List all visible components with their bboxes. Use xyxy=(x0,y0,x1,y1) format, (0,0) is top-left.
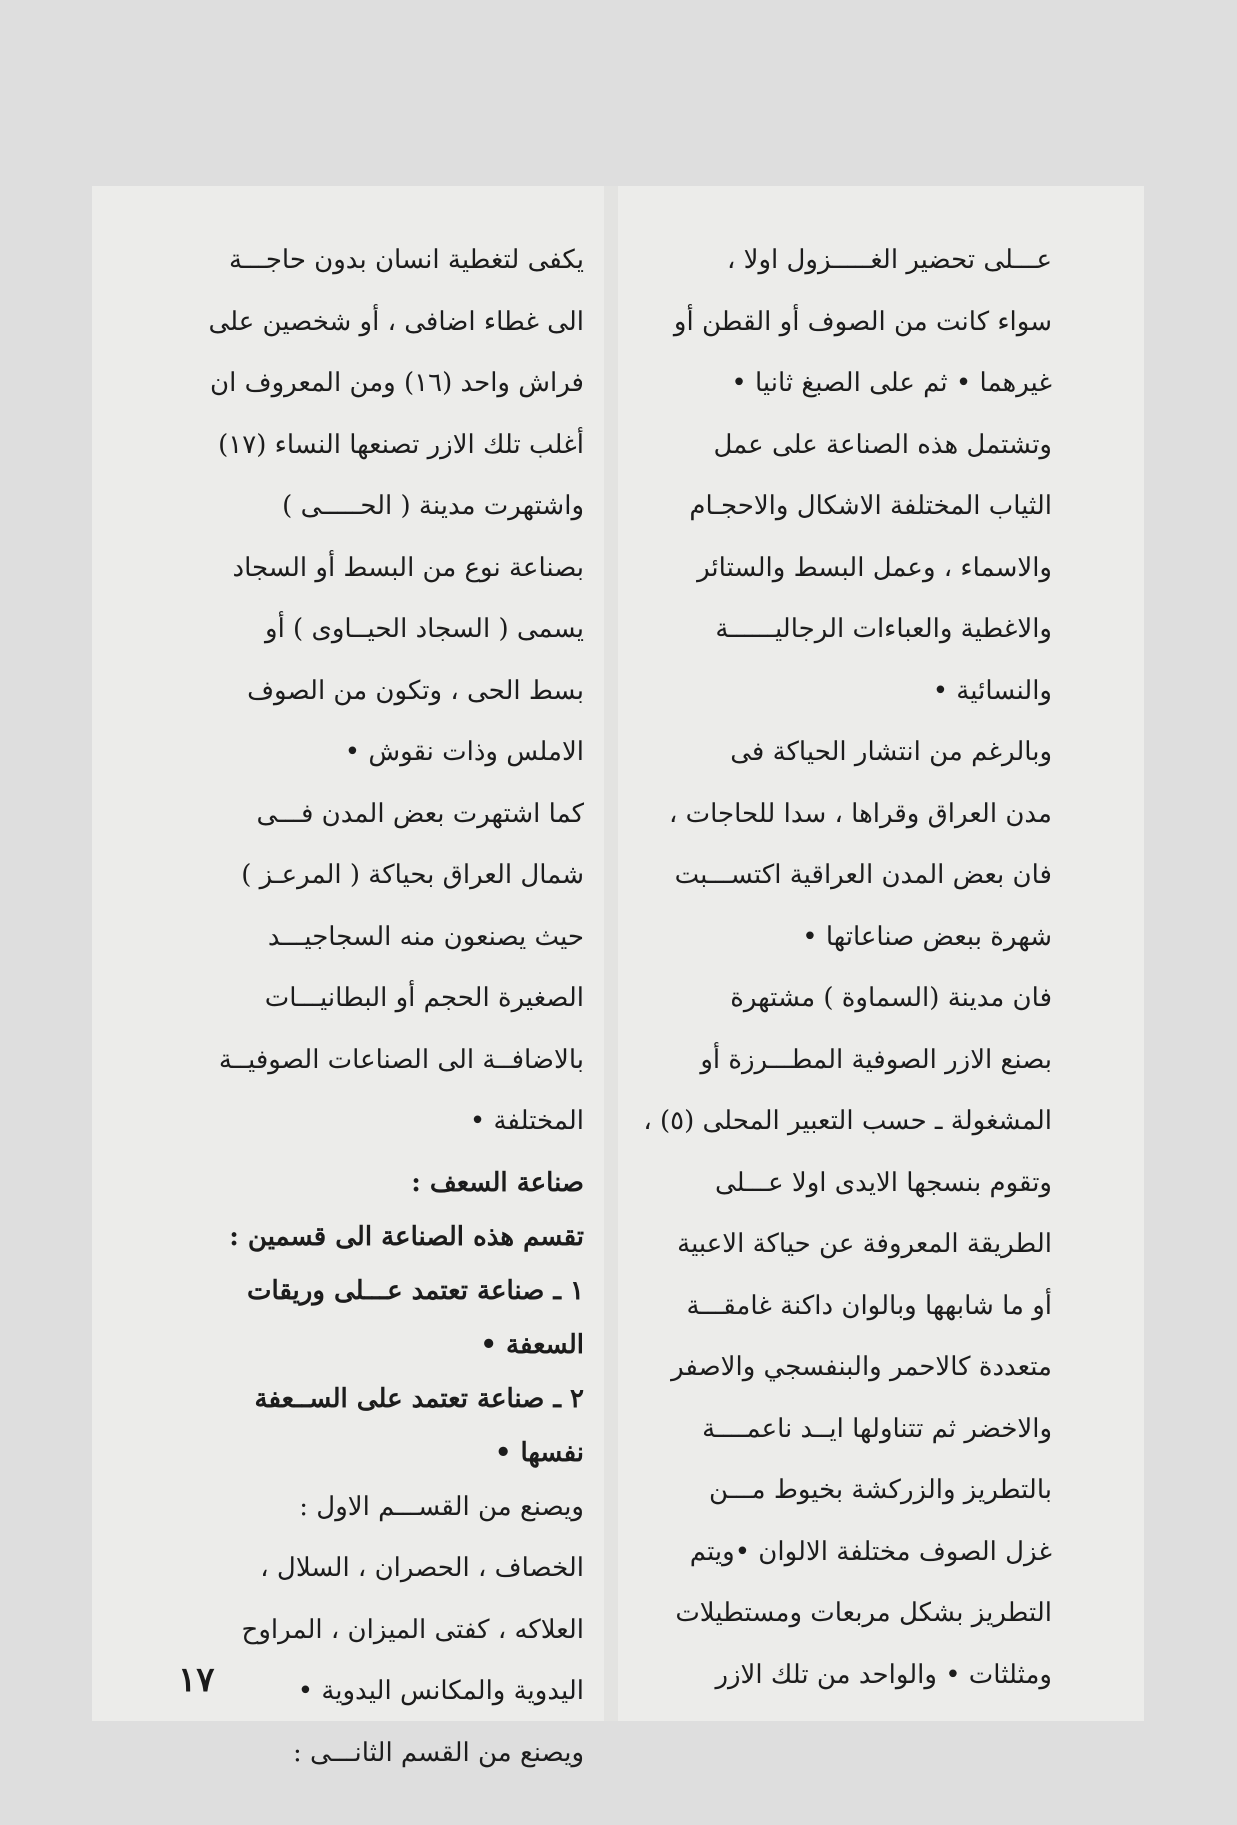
text-line: فان بعض المدن العراقية اكتســـبت xyxy=(674,860,1052,890)
text-line: الاملس وذات نقوش • xyxy=(344,737,584,767)
text-line: سواء كانت من الصوف أو القطن أو xyxy=(673,306,1052,337)
text-line: متعددة كالاحمر والبنفسجي والاصفر xyxy=(671,1352,1052,1382)
page-number: ١٧ xyxy=(178,1660,215,1700)
text-line: واشتهرت مدينة ( الحـــــى ) xyxy=(282,491,584,521)
bold-text-line: ١ ـ صناعة تعتمد عـــلى وريقات xyxy=(247,1275,584,1306)
text-line: عـــلى تحضير الغـــــزول اولا ، xyxy=(726,245,1052,275)
text-line: كما اشتهرت بعض المدن فـــى xyxy=(256,798,584,829)
text-line: بسط الحى ، وتكون من الصوف xyxy=(247,675,584,706)
text-line: شهرة ببعض صناعاتها • xyxy=(802,921,1052,952)
text-line: الخصاف ، الحصران ، السلال ، xyxy=(260,1553,584,1583)
text-line: الثياب المختلفة الاشكال والاحجـام xyxy=(689,491,1052,521)
text-line: المشغولة ـ حسب التعبير المحلى (٥) ، xyxy=(643,1106,1052,1136)
bold-text-line: تقسم هذه الصناعة الى قسمين : xyxy=(229,1221,584,1252)
text-line: مدن العراق وقراها ، سدا للحاجات ، xyxy=(668,798,1052,829)
bold-text-line: ٢ ـ صناعة تعتمد على الســعفة xyxy=(254,1383,584,1414)
text-line: ويصنع من القســـم الاول : xyxy=(299,1491,584,1522)
text-line: والنسائية • xyxy=(932,675,1052,706)
left-text-column xyxy=(174,240,584,1794)
text-line: وتشتمل هذه الصناعة على عمل xyxy=(713,429,1052,460)
text-line: والاسماء ، وعمل البسط والستائر xyxy=(697,552,1052,583)
text-line: أو ما شابهها وبالوان داكنة غامقـــة xyxy=(686,1290,1052,1321)
text-line: بالتطريز والزركشة بخيوط مـــن xyxy=(708,1475,1052,1505)
text-line: بصناعة نوع من البسط أو السجاد xyxy=(232,552,584,583)
text-line: يكفى لتغطية انسان بدون حاجـــة xyxy=(229,245,584,275)
text-line: اليدوية والمكانس اليدوية • xyxy=(297,1676,584,1706)
text-line: شمال العراق بحياكة ( المرعـز ) xyxy=(241,860,584,890)
text-line: الى غطاء اضافى ، أو شخصين على xyxy=(208,306,584,337)
text-line: ومثلثات • والواحد من تلك الازر xyxy=(715,1659,1052,1690)
text-line: فراش واحد (١٦) ومن المعروف ان xyxy=(210,368,584,398)
text-line: أغلب تلك الازر تصنعها النساء (١٧) xyxy=(218,429,584,460)
text-line: وبالرغم من انتشار الحياكة فى xyxy=(730,737,1052,767)
bold-text-line: السعفة • xyxy=(480,1329,584,1360)
text-line: وتقوم بنسجها الايدى اولا عـــلى xyxy=(714,1167,1052,1198)
text-line: الصغيرة الحجم أو البطانيـــات xyxy=(264,983,584,1013)
text-line: التطريز بشكل مربعات ومستطيلات xyxy=(675,1598,1052,1628)
text-line: بالاضافــة الى الصناعات الصوفيــة xyxy=(218,1044,584,1075)
text-line: والاغطية والعباءات الرجاليــــــة xyxy=(715,614,1052,644)
page-gutter xyxy=(604,186,618,1721)
text-line: ويصنع من القسم الثانـــى : xyxy=(292,1737,584,1768)
section-heading: صناعة السعف : xyxy=(411,1167,584,1198)
text-line: والاخضر ثم تتناولها ايــد ناعمــــة xyxy=(702,1413,1052,1444)
text-line: بصنع الازر الصوفية المطـــرزة أو xyxy=(700,1044,1052,1075)
text-line: فان مدينة (السماوة ) مشتهرة xyxy=(730,983,1052,1013)
text-line: الطريقة المعروفة عن حياكة الاعبية xyxy=(677,1229,1052,1259)
text-line: يسمى ( السجاد الحيــاوى ) أو xyxy=(265,614,584,644)
text-line: المختلفة • xyxy=(469,1106,584,1136)
bold-text-line: نفسها • xyxy=(494,1437,584,1468)
text-line: غزل الصوف مختلفة الالوان •ويتم xyxy=(689,1536,1052,1567)
right-text-column xyxy=(642,240,1052,1716)
text-line: حيث يصنعون منه السجاجيـــد xyxy=(267,921,584,952)
text-line: العلاكه ، كفتى الميزان ، المراوح xyxy=(241,1614,584,1645)
text-line: غيرهما • ثم على الصبغ ثانيا • xyxy=(731,368,1052,398)
